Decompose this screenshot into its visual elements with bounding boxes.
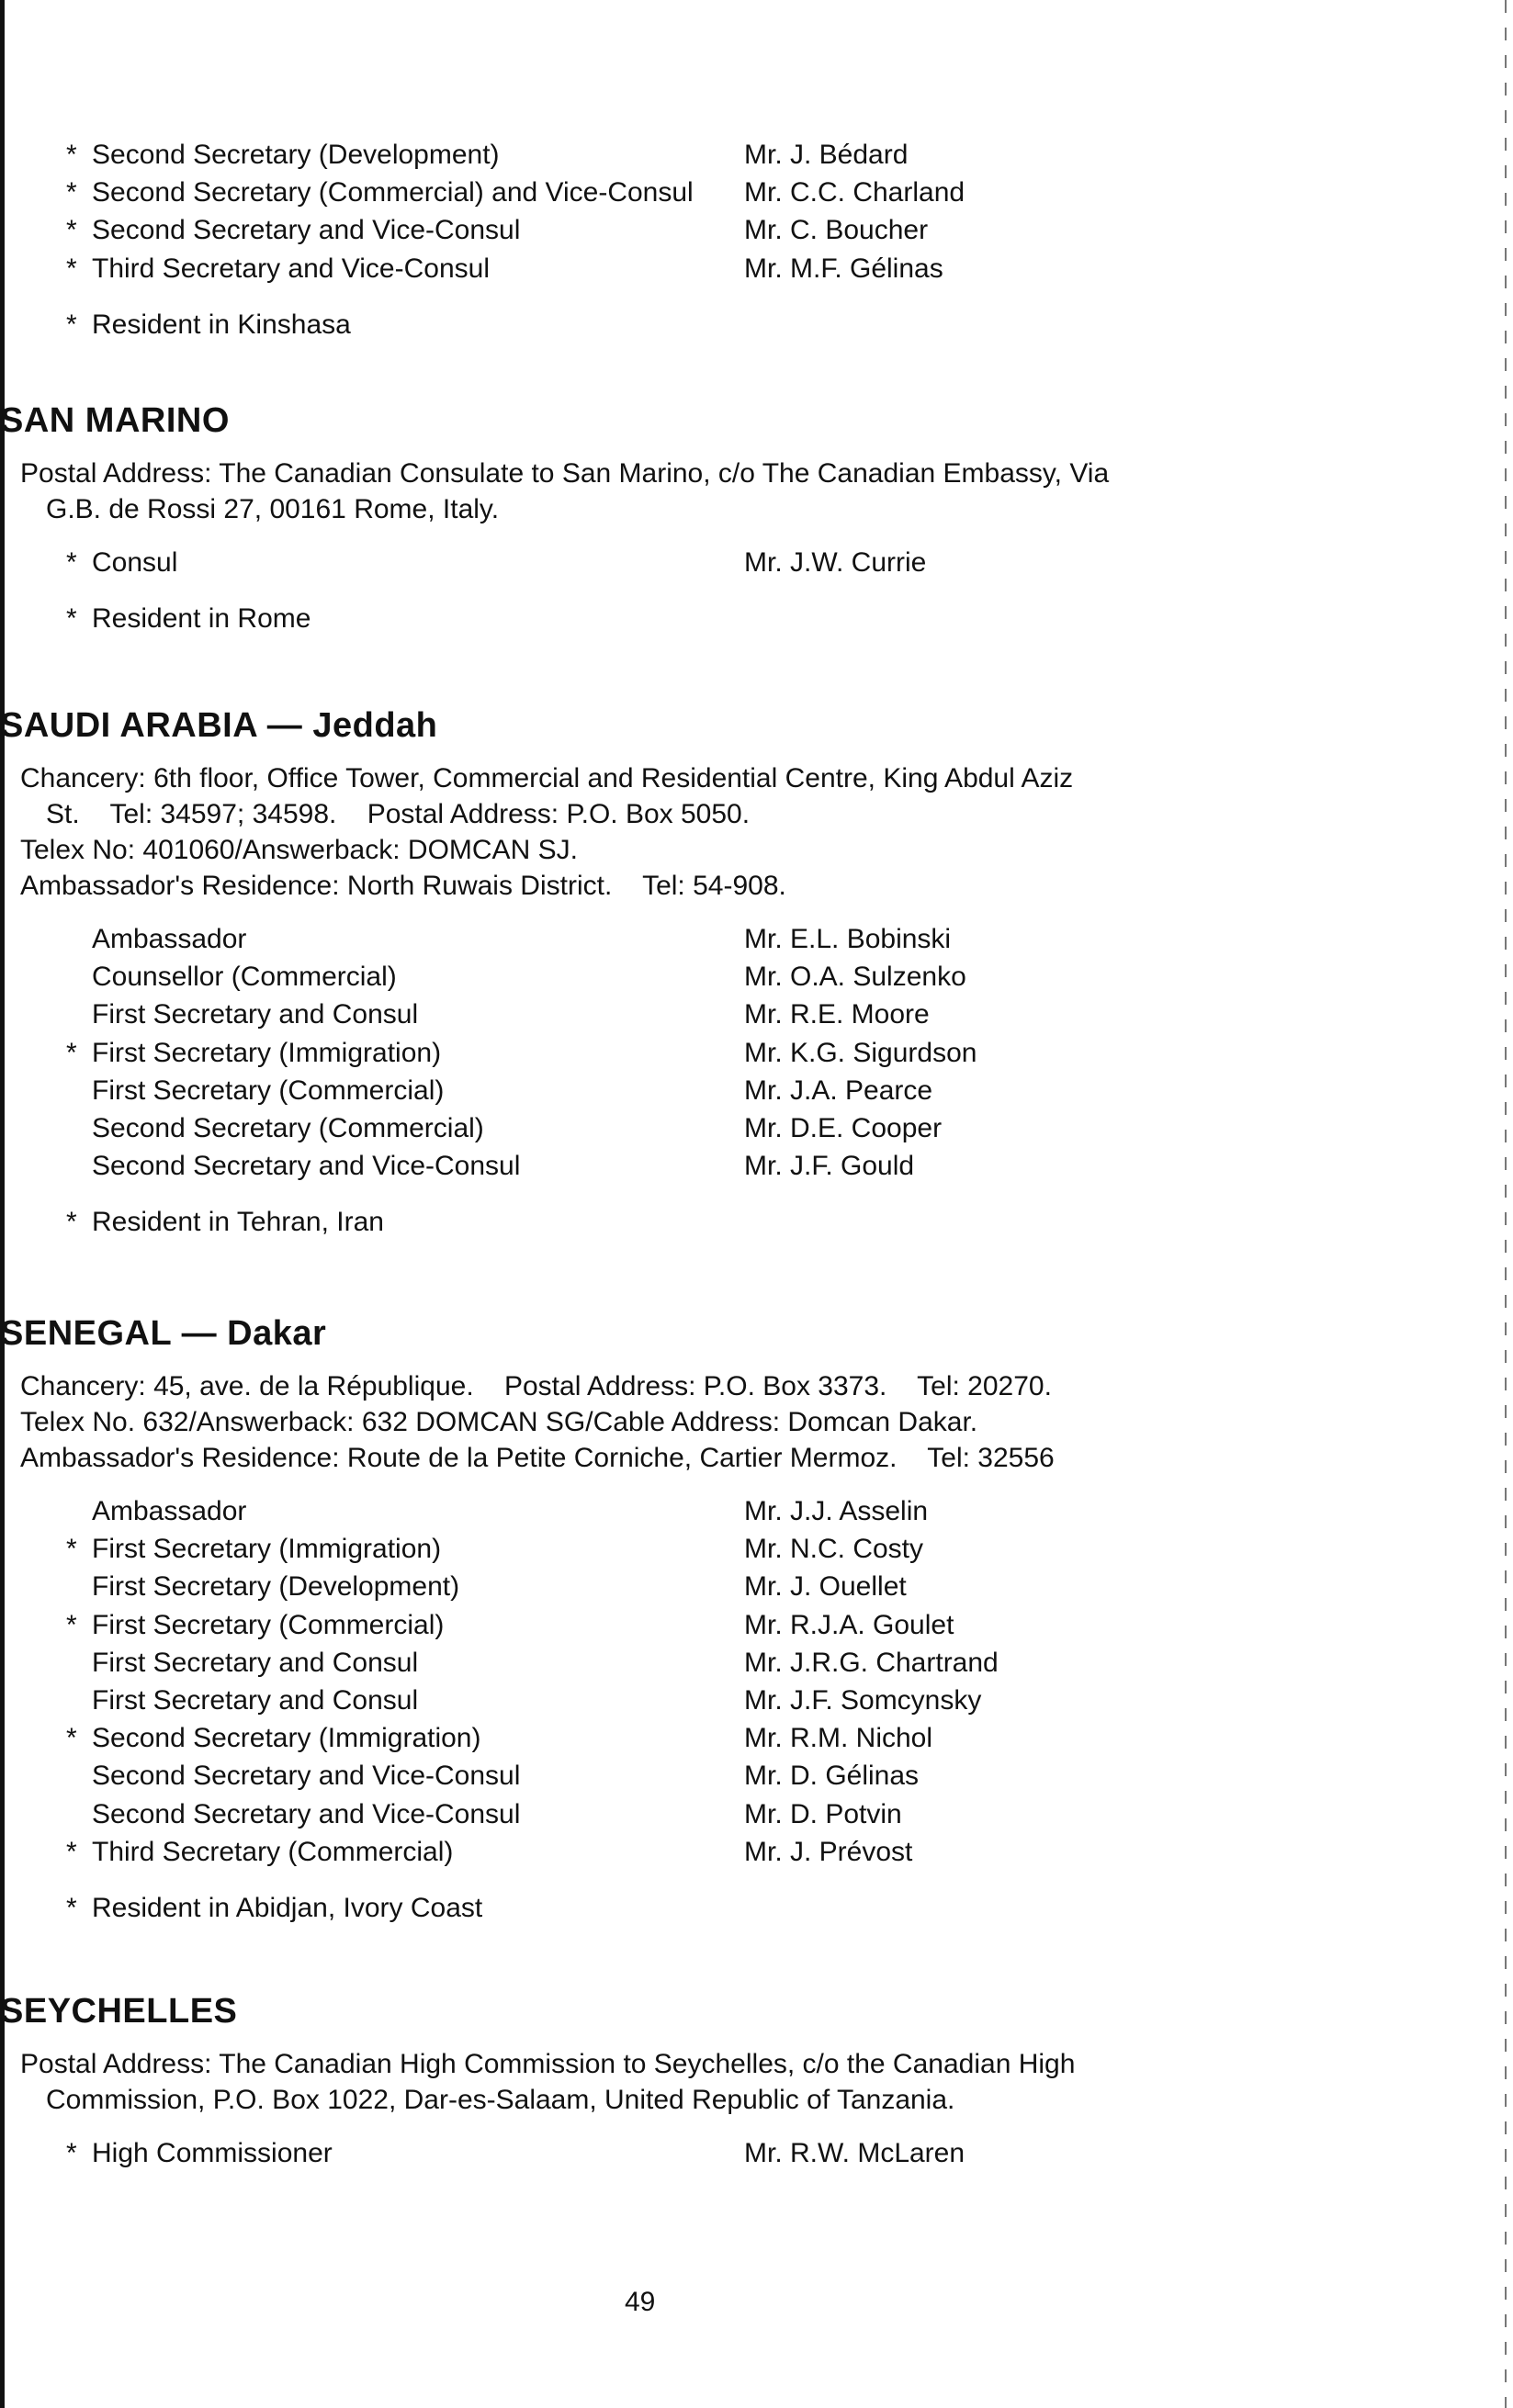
resident-marker: * [66, 1534, 77, 1565]
staff-row [0, 1530, 1378, 1568]
staff-position [0, 1833, 744, 1871]
note-text: Resident in Abidjan, Ivory Coast [92, 1893, 483, 1924]
position-title: First Secretary (Immigration) [92, 1534, 442, 1565]
position-title: Second Secretary and Vice-Consul [92, 1151, 521, 1182]
staff-position [0, 1795, 744, 1833]
staff-name: Mr. J. Bédard [744, 140, 909, 170]
staff-name: Mr. J.F. Somcynsky [744, 1685, 982, 1716]
position-title: Consul [92, 547, 178, 578]
staff-position [0, 1644, 744, 1682]
staff-position [0, 1682, 744, 1719]
position-title: Ambassador [92, 1496, 247, 1526]
staff-list [0, 1492, 1378, 1871]
address-block [20, 1368, 1306, 1476]
position-title: Second Secretary (Commercial) and Vice-Consul [92, 177, 694, 208]
staff-row [0, 996, 1378, 1033]
address-block [20, 760, 1306, 904]
staff-position [0, 1492, 744, 1530]
staff-position [0, 174, 744, 211]
resident-marker: * [66, 177, 77, 208]
address-line: Chancery: 6th floor, Office Tower, Commercial and Residential Centre, King Abdul Aziz [20, 763, 1074, 793]
staff-row [0, 174, 1378, 211]
staff-row [0, 1757, 1378, 1795]
country-heading: SAUDI ARABIA — Jeddah [0, 706, 438, 745]
note-marker: * [66, 1207, 77, 1238]
position-title: Second Secretary (Development) [92, 140, 500, 170]
address-line: Ambassador's Residence: Route de la Petite Corniche, Cartier Mermoz. Tel: 32556 [20, 1443, 1055, 1473]
address-line: Postal Address: The Canadian Consulate to San Marino, c/o The Canadian Embassy, Via [20, 458, 1110, 489]
note-marker: * [66, 1893, 77, 1924]
staff-row [0, 1606, 1378, 1644]
position-title: Ambassador [92, 924, 247, 954]
staff-position [0, 136, 744, 174]
staff-row [0, 920, 1378, 958]
staff-row [0, 136, 1378, 174]
address-line: Commission, P.O. Box 1022, Dar-es-Salaam, United Republic of Tanzania. [46, 2085, 955, 2115]
staff-position [0, 1606, 744, 1644]
position-title: First Secretary (Commercial) [92, 1075, 445, 1106]
resident-marker: * [66, 253, 77, 284]
resident-marker: * [66, 1609, 77, 1640]
staff-list [0, 544, 1378, 581]
staff-position [0, 1072, 744, 1109]
resident-note [0, 600, 1378, 637]
page-number: 49 [625, 2287, 656, 2317]
staff-row [0, 1833, 1378, 1871]
note-marker: * [66, 309, 77, 340]
staff-name: Mr. K.G. Sigurdson [744, 1037, 977, 1068]
position-title: Second Secretary and Vice-Consul [92, 1798, 521, 1829]
address-line: St. Tel: 34597; 34598. Postal Address: P.O. Box 5050. [46, 799, 751, 829]
staff-name: Mr. R.W. McLaren [744, 2138, 965, 2168]
staff-position [0, 1568, 744, 1605]
staff-position [0, 544, 744, 581]
staff-list [0, 2134, 1378, 2172]
staff-row [0, 1644, 1378, 1682]
staff-row [0, 1147, 1378, 1185]
resident-marker: * [66, 140, 77, 170]
staff-position [0, 958, 744, 996]
right-edge-rule [1505, 0, 1507, 2408]
staff-row [0, 2134, 1378, 2172]
staff-name: Mr. J. Prévost [744, 1836, 913, 1867]
staff-row [0, 1492, 1378, 1530]
position-title: Second Secretary and Vice-Consul [92, 1761, 521, 1792]
staff-row [0, 1034, 1378, 1072]
staff-name: Mr. J.F. Gould [744, 1151, 915, 1182]
country-heading: SAN MARINO [0, 401, 230, 440]
note-text: Resident in Tehran, Iran [92, 1207, 384, 1238]
address-line: Telex No: 401060/Answerback: DOMCAN SJ. [20, 835, 578, 865]
staff-position [0, 920, 744, 958]
resident-note [0, 1889, 1378, 1927]
position-title: High Commissioner [92, 2138, 333, 2168]
staff-name: Mr. R.M. Nichol [744, 1723, 933, 1754]
staff-name: Mr. M.F. Gélinas [744, 253, 943, 284]
country-heading: SEYCHELLES [0, 1992, 238, 2031]
resident-marker: * [66, 547, 77, 578]
staff-position [0, 996, 744, 1033]
section-senegal [0, 1311, 1378, 1927]
position-title: Second Secretary (Immigration) [92, 1723, 481, 1754]
staff-row [0, 1072, 1378, 1109]
address-line: Chancery: 45, ave. de la République. Postal Address: P.O. Box 3373. Tel: 20270. [20, 1371, 1052, 1401]
resident-note [0, 306, 1378, 343]
note-text: Resident in Kinshasa [92, 309, 351, 340]
section-san-marino [0, 399, 1378, 637]
position-title: Third Secretary (Commercial) [92, 1836, 454, 1867]
address-line: Telex No. 632/Answerback: 632 DOMCAN SG/Cable Address: Domcan Dakar. [20, 1407, 978, 1437]
staff-name: Mr. J.W. Currie [744, 547, 927, 578]
position-title: First Secretary and Consul [92, 1647, 419, 1678]
staff-position [0, 1719, 744, 1757]
position-title: Second Secretary (Commercial) [92, 1113, 484, 1144]
position-title: First Secretary (Commercial) [92, 1609, 445, 1640]
position-title: Second Secretary and Vice-Consul [92, 215, 521, 246]
staff-list [0, 920, 1378, 1185]
staff-name: Mr. D. Gélinas [744, 1761, 920, 1792]
staff-position [0, 1530, 744, 1568]
resident-marker: * [66, 1037, 77, 1068]
country-heading: SENEGAL — Dakar [0, 1314, 327, 1353]
staff-name: Mr. J. Ouellet [744, 1571, 907, 1603]
staff-name: Mr. R.E. Moore [744, 999, 930, 1030]
staff-name: Mr. O.A. Sulzenko [744, 962, 966, 993]
staff-row [0, 544, 1378, 581]
address-line: Ambassador's Residence: North Ruwais District. Tel: 54-908. [20, 871, 786, 901]
position-title: Counsellor (Commercial) [92, 962, 397, 993]
staff-name: Mr. D. Potvin [744, 1798, 902, 1829]
staff-list [0, 136, 1378, 287]
staff-row [0, 1568, 1378, 1605]
address-line: Postal Address: The Canadian High Commission to Seychelles, c/o the Canadian High [20, 2049, 1076, 2079]
position-title: Third Secretary and Vice-Consul [92, 253, 490, 284]
staff-position [0, 250, 744, 287]
staff-name: Mr. D.E. Cooper [744, 1113, 943, 1144]
staff-row [0, 1795, 1378, 1833]
resident-marker: * [66, 215, 77, 246]
staff-name: Mr. J.J. Asselin [744, 1496, 929, 1526]
note-marker: * [66, 603, 77, 635]
staff-row [0, 1109, 1378, 1147]
staff-name: Mr. J.A. Pearce [744, 1075, 933, 1106]
staff-row [0, 958, 1378, 996]
staff-row [0, 211, 1378, 249]
address-block [20, 456, 1306, 527]
staff-name: Mr. E.L. Bobinski [744, 924, 952, 954]
position-title: First Secretary and Consul [92, 999, 419, 1030]
staff-name: Mr. N.C. Costy [744, 1534, 924, 1565]
position-title: First Secretary and Consul [92, 1685, 419, 1716]
staff-position [0, 211, 744, 249]
staff-row [0, 250, 1378, 287]
staff-name: Mr. R.J.A. Goulet [744, 1609, 954, 1640]
staff-name: Mr. J.R.G. Chartrand [744, 1647, 999, 1678]
resident-marker: * [66, 1723, 77, 1754]
staff-name: Mr. C.C. Charland [744, 177, 965, 208]
position-title: First Secretary (Immigration) [92, 1037, 442, 1068]
note-text: Resident in Rome [92, 603, 311, 635]
resident-marker: * [66, 1836, 77, 1867]
staff-position [0, 1147, 744, 1185]
staff-row [0, 1682, 1378, 1719]
staff-name: Mr. C. Boucher [744, 215, 929, 246]
staff-position [0, 1757, 744, 1795]
resident-marker: * [66, 2138, 77, 2168]
section-saudi-arabia [0, 703, 1378, 1241]
address-block [20, 2046, 1306, 2118]
continuation-block [0, 136, 1378, 343]
position-title: First Secretary (Development) [92, 1571, 460, 1603]
staff-row [0, 1719, 1378, 1757]
staff-position [0, 2134, 744, 2172]
staff-position [0, 1109, 744, 1147]
resident-note [0, 1203, 1378, 1241]
address-line: G.B. de Rossi 27, 00161 Rome, Italy. [46, 494, 500, 524]
section-seychelles [0, 1989, 1378, 2172]
staff-position [0, 1034, 744, 1072]
